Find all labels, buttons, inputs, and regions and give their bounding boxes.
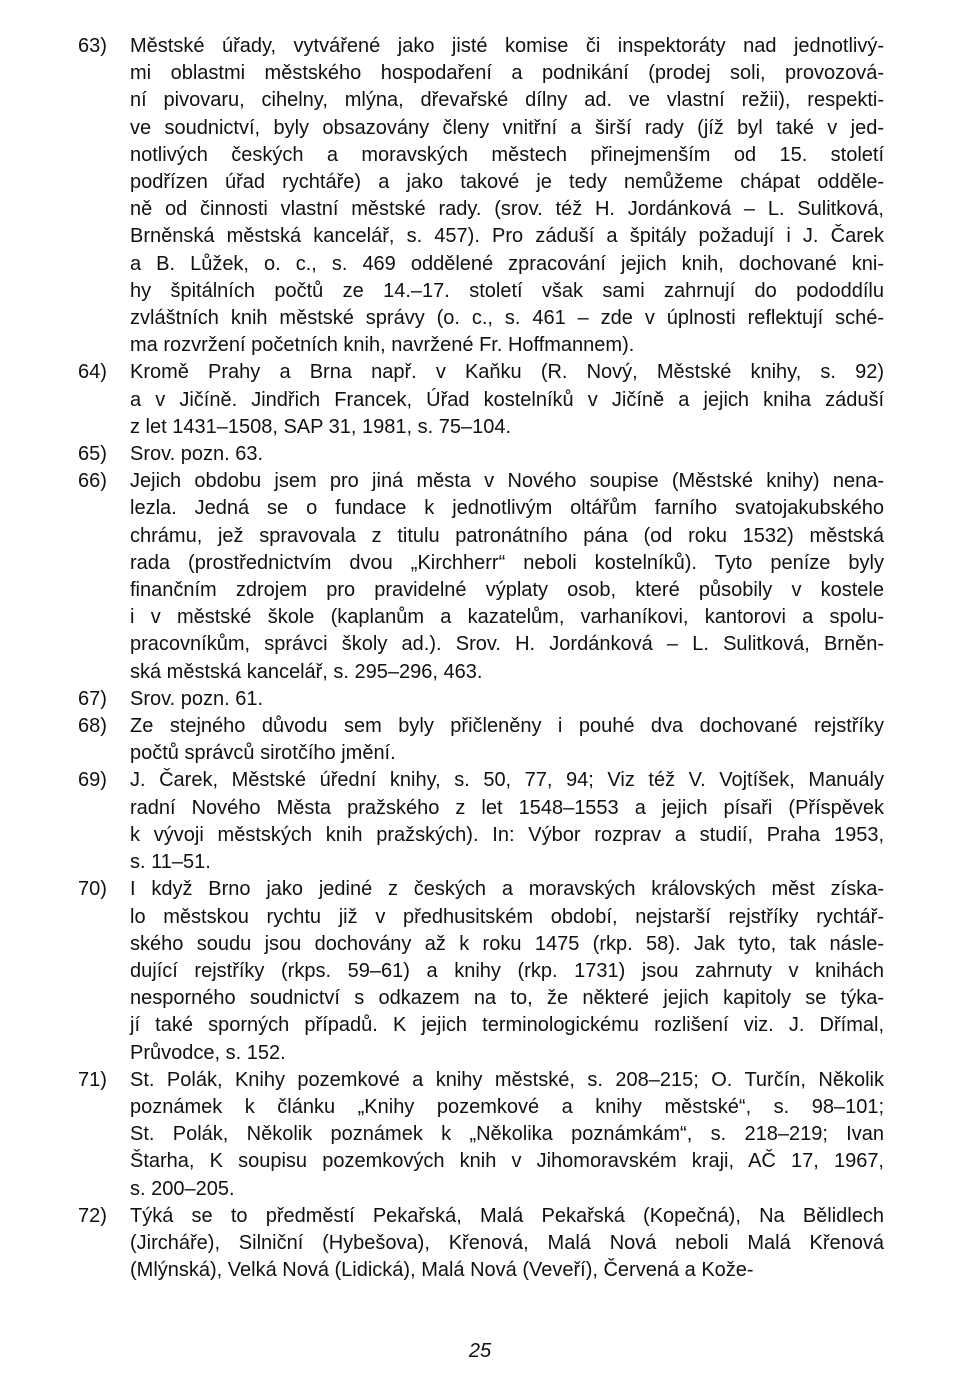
footnote-line: J. Čarek, Městské úřední knihy, s. 50, 77, 94; Viz též V. Vojtíšek, Manuály bbox=[130, 769, 884, 792]
footnote-line: i v městské škole (kaplanům a kazatelům, varhaníkovi, kantorovi a spolu- bbox=[130, 606, 884, 629]
footnote-line: k vývoji městských knih pražských). In: Výbor rozprav a studií, Praha 1953, bbox=[130, 823, 884, 846]
footnote-line: notlivých českých a moravských městech přinejmenším od 15. století bbox=[130, 143, 884, 166]
footnote-text bbox=[130, 359, 884, 441]
footnote-number: 66) bbox=[78, 470, 107, 493]
footnote-line: (Mlýnská), Velká Nová (Lidická), Malá Nová (Veveří), Červená a Kože- bbox=[130, 1259, 754, 1282]
footnote-line: ně od činnosti vlastní městské rady. (srov. též H. Jordánková – L. Sulitková, bbox=[130, 198, 884, 221]
footnote-number: 72) bbox=[78, 1204, 107, 1227]
footnote-line: počtů správců sirotčího jmění. bbox=[130, 742, 396, 765]
footnote-line: dující rejstříky (rkps. 59–61) a knihy (rkp. 1731) jsou zahrnuty v knihách bbox=[130, 959, 884, 982]
footnote-text bbox=[130, 1203, 884, 1285]
footnote-line: Kromě Prahy a Brna např. v Kaňku (R. Nový, Městské knihy, s. 92) bbox=[130, 361, 884, 384]
footnote bbox=[78, 441, 884, 468]
footnote-line: rada (prostřednictvím dvou „Kirchherr“ neboli kostelníků). Tyto peníze byly bbox=[130, 551, 884, 574]
footnote-text bbox=[130, 468, 884, 686]
footnote bbox=[78, 1203, 884, 1285]
footnote-line: Týká se to předměstí Pekařská, Malá Pekařská (Kopečná), Na Bělidlech bbox=[130, 1204, 884, 1227]
footnote-number: 67) bbox=[78, 687, 107, 710]
footnotes-section bbox=[78, 33, 884, 1284]
footnote-line: mi oblastmi městského hospodaření a podnikání (prodej soli, provozová- bbox=[130, 62, 884, 85]
footnote-text bbox=[130, 686, 884, 713]
footnote-list bbox=[78, 33, 884, 1284]
footnote-line: ská městská kancelář, s. 295–296, 463. bbox=[130, 660, 483, 683]
footnote bbox=[78, 1067, 884, 1203]
page-number: 25 bbox=[468, 1340, 492, 1362]
footnote-line: z let 1431–1508, SAP 31, 1981, s. 75–104. bbox=[130, 415, 512, 438]
footnote-line: Štarha, K soupisu pozemkových knih v Jihomoravském kraji, AČ 17, 1967, bbox=[130, 1150, 884, 1173]
footnote bbox=[78, 767, 884, 876]
footnote bbox=[78, 359, 884, 441]
footnote-line: jí také sporných případů. K jejich terminologickému rozlišení viz. J. Dřímal, bbox=[130, 1014, 884, 1037]
footnote-line: hy špitálních počtů ze 14.–17. století však sami zahrnují do pododdílu bbox=[130, 279, 884, 302]
footnote-text bbox=[130, 33, 884, 359]
footnote-line: nesporného soudnictví s odkazem na to, že některé jejich kapitoly se týka- bbox=[130, 987, 884, 1010]
footnote-number: 68) bbox=[78, 715, 107, 738]
footnote-number: 63) bbox=[78, 35, 107, 57]
footnote-line: ve soudnictví, byly obsazovány členy vnitřní a širší rady (jíž byl také v jed- bbox=[130, 116, 884, 139]
footnote-line: poznámek k článku „Knihy pozemkové a knihy městské“, s. 98–101; bbox=[130, 1095, 884, 1118]
footnote-line: a B. Lůžek, o. c., s. 469 oddělené zpracování jejich knih, dochované kni- bbox=[130, 252, 884, 275]
footnote-text bbox=[130, 1067, 884, 1203]
footnote-line: s. 200–205. bbox=[130, 1177, 235, 1200]
footnote-text bbox=[130, 713, 884, 767]
footnote-line: Ze stejného důvodu sem byly přičleněny i pouhé dva dochované rejstříky bbox=[130, 715, 884, 738]
footnote-line: pracovníkům, správci školy ad.). Srov. H. Jordánková – L. Sulitková, Brněn- bbox=[130, 633, 884, 656]
footnote-line: St. Polák, Několik poznámek k „Několika poznámkám“, s. 218–219; Ivan bbox=[130, 1123, 884, 1146]
footnote-text bbox=[130, 767, 884, 876]
footnote-line: lo městskou rychtu již v předhusitském období, nejstarší rejstříky rychtář- bbox=[130, 905, 884, 928]
footnote bbox=[78, 33, 884, 359]
footnote-line: Městské úřady, vytvářené jako jisté komise či inspektoráty nad jednotlivý- bbox=[130, 35, 884, 57]
footnote-line: a v Jičíně. Jindřich Francek, Úřad kostelníků v Jičíně a jejich kniha záduší bbox=[130, 388, 884, 411]
footnote-line: chrámu, jež spravovala z titulu patronátního pána (od roku 1532) městská bbox=[130, 524, 884, 547]
footnote-line: podřízen úřad rychtáře) a jako takové je tedy nemůžeme chápat odděle- bbox=[130, 171, 884, 194]
footnote-line: s. 11–51. bbox=[130, 851, 211, 874]
footnote-line: (Jircháře), Silniční (Hybešova), Křenová, Malá Nová neboli Malá Křenová bbox=[130, 1231, 884, 1254]
footnote bbox=[78, 686, 884, 713]
footnote-number: 69) bbox=[78, 769, 107, 792]
footnote-line: finančním zdrojem pro pravidelné výplaty osob, které působily v kostele bbox=[130, 579, 884, 602]
footnote-line: Jejich obdobu jsem pro jiná města v Nového soupise (Městské knihy) nena- bbox=[130, 470, 884, 493]
footnote bbox=[78, 876, 884, 1066]
footnote-line: ní pivovaru, cihelny, mlýna, dřevařské dílny ad. ve vlastní režii), respekti- bbox=[130, 89, 884, 112]
footnote-line: zvláštních knih městské správy (o. c., s. 461 – zde v úplnosti reflektují sché- bbox=[130, 307, 884, 330]
footnote bbox=[78, 468, 884, 686]
footnote bbox=[78, 713, 884, 767]
footnote-line: I když Brno jako jediné z českých a moravských královských měst získa- bbox=[130, 878, 884, 901]
footnote-line: Srov. pozn. 63. bbox=[130, 443, 264, 466]
footnote-line: ského soudu jsou dochovány až k roku 1475 (rkp. 58). Jak tyto, tak násle- bbox=[130, 932, 884, 955]
footnote-line: lezla. Jedná se o fundace k jednotlivým oltářům farního svatojakubského bbox=[130, 497, 884, 520]
footnote-line: Srov. pozn. 61. bbox=[130, 687, 264, 710]
footnote-number: 71) bbox=[78, 1068, 107, 1091]
footnote-number: 70) bbox=[78, 878, 107, 901]
footnote-line: ma rozvržení početních knih, navržené Fr. Hoffmannem). bbox=[130, 334, 635, 357]
footnote-text bbox=[130, 876, 884, 1066]
footnote-number: 65) bbox=[78, 443, 107, 466]
footnote-number: 64) bbox=[78, 361, 107, 384]
footnote-line: radní Nového Města pražského z let 1548–1553 a jejich písaři (Příspěvek bbox=[130, 796, 884, 819]
footnote-line: Brněnská městská kancelář, s. 457). Pro záduší a špitály požadují i J. Čarek bbox=[130, 225, 884, 248]
footnote-text bbox=[130, 441, 884, 468]
footnote-line: St. Polák, Knihy pozemkové a knihy městské, s. 208–215; O. Turčín, Několik bbox=[130, 1068, 884, 1091]
footnote-line: Průvodce, s. 152. bbox=[130, 1041, 286, 1064]
